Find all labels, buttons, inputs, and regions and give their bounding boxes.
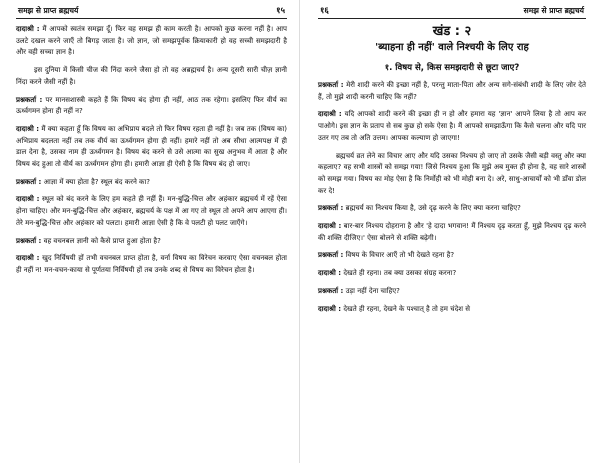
right-running-head — [318, 4, 586, 19]
right-page-body — [318, 80, 586, 315]
paragraph — [318, 151, 586, 198]
speaker-label: दादाश्री : — [318, 304, 342, 313]
left-running-head — [16, 4, 287, 19]
paragraph — [318, 268, 586, 280]
right-page — [300, 0, 600, 463]
paragraph — [16, 236, 287, 248]
paragraph-text: ब्रह्मचर्य व्रत लेने का विचार आए और यदि उसका निश्चय हो जाए तो उसके जैसी बड़ी वस्तु और क्या कहलाए? वह सभी शास्त्रों को समझ गया! जिसे निश्चय हुआ कि मुझे अब मुक्त ही होना है, वह सारे शास्त्रों को समझ गया। विषय का मोह ऐसा है कि निर्मोही को भी मोही बना दे। अरे, साधु-आचार्यों को भी डाँवा डोल कर दे! — [318, 151, 586, 195]
speaker-label: दादाश्री : — [318, 222, 342, 231]
paragraph — [16, 95, 287, 118]
speaker-label: प्रश्नकर्ता : — [318, 204, 344, 213]
paragraph-text: मेरी शादी करने की इच्छा नहीं है, परन्तु माता-पिता और अन्य सगे-संबंधी शादी के लिए जोर देते हैं, तो मुझे शादी करनी चाहिए कि नहीं? — [318, 81, 586, 101]
speaker-label: प्रश्नकर्ता : — [16, 236, 42, 245]
paragraph — [318, 221, 586, 244]
speaker-label: प्रश्नकर्ता : — [318, 251, 344, 260]
paragraph-text: मैं आपको स्वतंत्र समझा दूँ। फिर वह समझ ही काम करती है। आपको कुछ करना नहीं है। आप उलटे दखल करने जाएँ तो बिगड़ जाता है। जो ज्ञान, जो समझपूर्वक क्रियाकारी हो वह सच्ची समझदारी है और वही सच्चा ज्ञान है। — [16, 25, 287, 57]
speaker-label: प्रश्नकर्ता : — [318, 286, 344, 295]
paragraph — [16, 194, 287, 229]
paragraph-text: पर मानसशास्त्री कहते हैं कि विषय बंद होगा ही नहीं, आठ तक रहेगा। इसलिए फिर वीर्य का ऊर्ध्वगमन होना ही नहीं न? — [16, 95, 287, 116]
paragraph-text: उड़ा नहीं देना चाहिए? — [345, 286, 400, 295]
speaker-label: दादाश्री : — [16, 254, 40, 263]
paragraph-text: विषय के विचार आएँ तो भी देखते रहना है? — [345, 251, 455, 260]
speaker-label: दादाश्री : — [16, 195, 40, 204]
paragraph — [16, 177, 287, 189]
right-page-number: १६ — [320, 6, 329, 16]
speaker-label: दादाश्री : — [16, 25, 40, 33]
paragraph-text: आज्ञा में क्या होता है? स्थूल बंद करने का? — [43, 177, 150, 186]
chapter-title: 'ब्याहना ही नहीं' वाले निश्चयी के लिए राह — [375, 42, 529, 53]
paragraph-text: वह वचनबल ज्ञानी को कैसे प्राप्त हुआ होता है? — [43, 236, 161, 245]
paragraph-text: मैं क्या कहता हूँ कि विषय का अभिप्राय बदले तो फिर विषय रहता ही नहीं है। जब तक (विषय का) अभिप्राय बदलता नहीं तब तक वीर्य का ऊर्ध्वगमन होगा ही नहीं। हमारे नहीं तो अब सीधा आत्मपक्ष में ही डाल देना है, उसका नाम ही ऊर्ध्वगमन है। विषय बंद करने से उसे आत्मा का सुख अनुभव में आता है और विषय बंद हुआ तो वीर्य का ऊर्ध्वगमन होगा ही। हमारी आज्ञा ही ऐसी है कि विषय बंद हो जाए। — [16, 124, 287, 169]
speaker-label: प्रश्नकर्ता : — [318, 81, 344, 89]
chapter-label: खंड : २ — [432, 24, 472, 39]
speaker-label: प्रश्नकर्ता : — [16, 177, 42, 186]
paragraph — [318, 250, 586, 262]
paragraph-text: खुद निर्विषयी हों तभी वचनबल प्राप्त होता है, वर्ना विषय का विरेचन करवाए ऐसा वचनबल होता ही नहीं न! मन-वचन-काया से पूर्णतया निर्विषयी हों तब उनके शब्द से विषय का विरेचन होता है। — [16, 254, 287, 274]
paragraph — [318, 203, 586, 215]
paragraph — [16, 124, 287, 171]
speaker-label: दादाश्री : — [318, 110, 342, 119]
paragraph-text: देखते ही रहना। तब क्या उसका संग्रह करना? — [343, 269, 457, 278]
paragraph-text: यदि आपको शादी करने की इच्छा ही न हो और हमारा यह 'ज्ञान' आपने लिया है तो आप कर पाओगे। इस ज्ञान के प्रताप से सब कुछ हो सके ऐसा है। मैं आपको समझाऊँगा कि कैसे चलना और यदि पार उतर गए तब तो अति उत्तम। आपका कल्याण हो जाएगा! — [318, 110, 586, 142]
paragraph — [318, 304, 586, 316]
speaker-label: दादाश्री : — [16, 124, 40, 133]
speaker-label: प्रश्नकर्ता : — [16, 95, 43, 104]
paragraph — [16, 253, 287, 276]
paragraph — [318, 80, 586, 103]
paragraph — [16, 65, 287, 88]
left-running-title: समझ से प्राप्त ब्रह्मचर्य — [18, 6, 79, 15]
left-page-number: १५ — [276, 6, 285, 16]
paragraph — [318, 286, 586, 298]
paragraph — [318, 109, 586, 144]
section-heading: १. विषय से, किस समझदारी से छूटा जाए? — [384, 63, 520, 73]
paragraph-text: ब्रह्मचर्य का निश्चय किया है, उसे दृढ़ करने के लिए क्या करना चाहिए? — [345, 204, 521, 213]
paragraph-text: बार-बार निश्चय दोहराना है और 'हे दादा भगवान! मैं निश्चय दृढ़ करता हूँ, मुझे निश्चय दृढ़ करने की शक्ति दीजिए।' ऐसा बोलने से शक्ति बढ़ेगी। — [318, 222, 586, 242]
paragraph — [16, 24, 287, 59]
paragraph-text: स्थूल को बंद करने के लिए हम कहते ही नहीं हैं। मन-बुद्धि-चित्त और अहंकार ब्रह्मचर्य में रहें ऐसा होना चाहिए। और मन-बुद्धि-चित्त और अहंकार, ब्रह्मचर्य के पक्ष में आ गए तो स्थूल तो अपने आप आएगा ही। तेरे मन-बुद्धि-चित्त और अहंकार को पलटा। हमारी आज्ञा ऐसी है कि वे पलटी हो पलट जाएँगे। — [16, 195, 287, 227]
left-page-body — [16, 24, 287, 277]
paragraph-text: इस दुनिया में किसी चीज की निंदा करने जैसा हो तो वह अब्रह्मचर्य है। अन्य दूसरी सारी चीज़ ज्ञानी निंदा करने जैसी नहीं है। — [16, 66, 287, 86]
paragraph-text: देखते ही रहना, देखने के पश्चात् है तो हम चंदेश से — [343, 304, 471, 313]
right-running-title: समझ से प्राप्त ब्रह्मचर्य — [523, 6, 584, 15]
speaker-label: दादाश्री : — [318, 269, 342, 278]
